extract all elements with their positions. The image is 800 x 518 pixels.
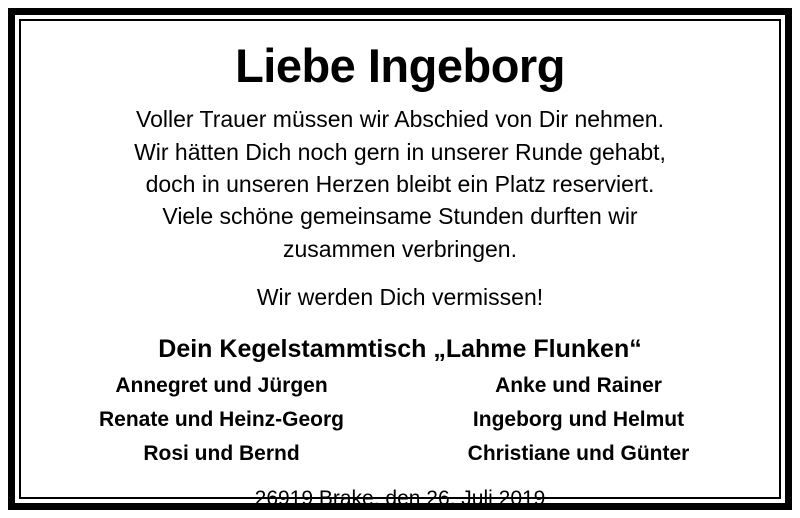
farewell-line: Wir werden Dich vermissen!: [256, 284, 544, 311]
list-item: Ingeborg und Helmut: [472, 407, 685, 431]
mourners-list: [43, 372, 757, 469]
list-item: Christiane und Günter: [467, 442, 690, 466]
list-item: Annegret und Jürgen: [115, 373, 328, 397]
verse-line-1: Voller Trauer müssen wir Abschied von Dir nehmen.: [136, 106, 664, 133]
headline: Liebe Ingeborg: [235, 39, 565, 92]
place-and-date: 26919 Brake, den 26. Juli 2019: [254, 486, 546, 510]
list-item: Anke und Rainer: [495, 373, 662, 397]
notice-outer-border: [8, 8, 792, 510]
notice-inner-border: [19, 19, 781, 510]
verse-line-3: doch in unseren Herzen bleibt ein Platz reserviert.: [145, 171, 655, 198]
list-item: Renate und Heinz-Georg: [98, 407, 345, 431]
list-item: Rosi und Bernd: [143, 442, 300, 466]
verse-line-2: Wir hätten Dich noch gern in unserer Runde gehabt,: [134, 138, 666, 165]
verse-line-4: Viele schöne gemeinsame Stunden durften wir: [162, 203, 638, 230]
group-name: Dein Kegelstammtisch „Lahme Flunken“: [158, 334, 642, 363]
verse-line-5: zusammen verbringen.: [283, 235, 517, 262]
